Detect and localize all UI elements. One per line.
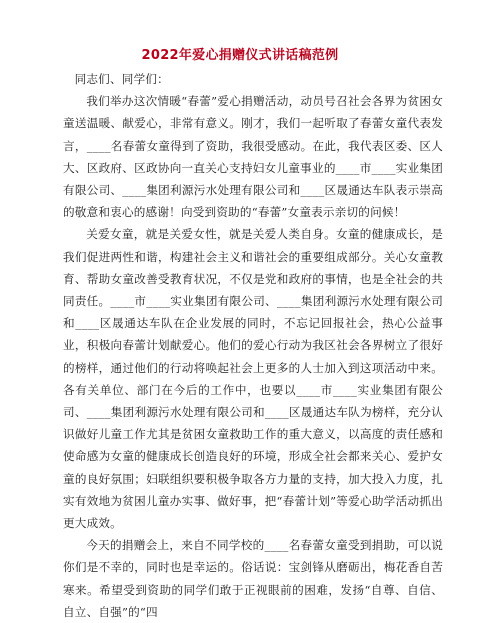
document-title: 2022年爱心捐赠仪式讲话稿范例	[141, 48, 339, 63]
salutation: 同志们、同学们：	[74, 72, 169, 86]
document-body	[63, 68, 443, 623]
paragraph-3: 今天的捐赠会上，来自不同学校的____名春蕾女童受到捐助，可以说你们是不幸的，同时也是幸运的。俗话说：宝剑锋从磨砺出，梅花香自苦寒来。希望受到资助的同学们敢于正视眼前的困难，发扬“自尊、自信、自立、自强”的“四	[63, 538, 443, 619]
paragraph-1: 我们举办这次情暖“春蕾”爱心捐赠活动，动员号召社会各界为贫困女童送温暖、献爱心，非常有意义。刚才，我们一起听取了春蕾女童代表发言，____名春蕾女童得到了资助，我很受感动。在此，我代表区委、区人大、区政府、区政协向一直关心支持妇女儿童事业的____市____实业集团有限公司、____集团利源污水处理有限公司和____区晟通达车队表示崇高的敬意和衷心的感谢！向受到资助的“春蕾”女童表示亲切的问候！	[63, 94, 443, 220]
paragraph-2: 关爱女童，就是关爱女性，就是关爱人类自身。女童的健康成长，是我们促进两性和谐，构建社会主义和谐社会的重要组成部分。关心女童教育、帮助女童改善受教育状况，不仅是党和政府的事情，也是全社会的共同责任。____市____实业集团有限公司、____集团利源污水处理有限公司和____区晟通达车队在企业发展的同时，不忘记回报社会，热心公益事业，积极向春蕾计划献爱心。他们的爱心行动为我区社会各界树立了很好的榜样，通过他们的行动将唤起社会上更多的人士加入到这项活动中来。各有关单位、部门在今后的工作中，也要以____市____实业集团有限公司、____集团利源污水处理有限公司和____区晟通达车队为榜样，充分认识做好儿童工作尤其是贫困女童救助工作的重大意义，以高度的责任感和使命感为女童的健康成长创造良好的环境，形成全社会都来关心、爱护女童的良好氛围；妇联组织要积极争取各方力量的支持，加大投入力度，扎实有效地为贫困儿童办实事、做好事，把“春蕾计划”等爱心助学活动抓出更大成效。	[63, 227, 443, 531]
